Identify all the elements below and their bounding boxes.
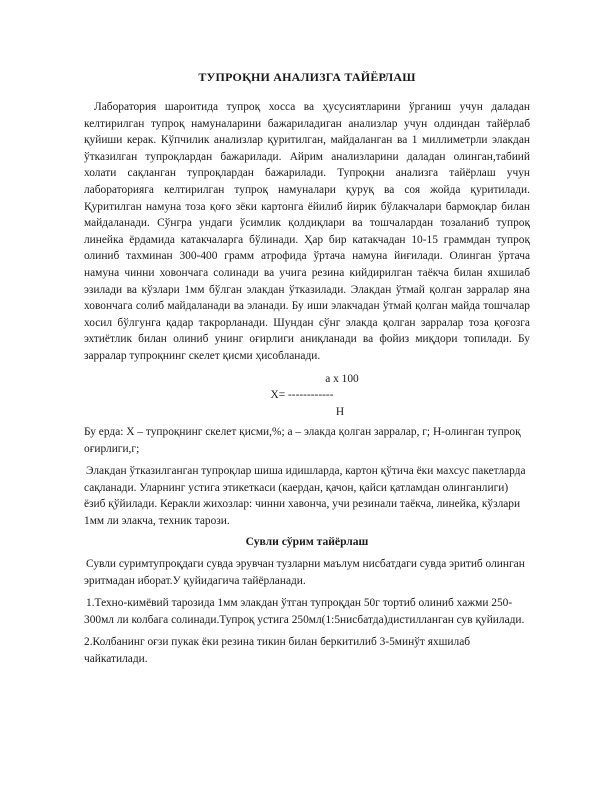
formula-legend: Бу ерда: X – тупроқнинг скелет қисми,%; a – элакда қолган зарралар, г; Н-олинган тупроқ оғирлиги,г;	[84, 426, 521, 455]
formula-numerator: a x 100	[325, 372, 359, 385]
step-1-paragraph: 1.Техно-кимёвий тарозида 1мм элакдан ўтган тупроқдан 50г тортиб олиниб хажми 250-300мл ли колбага солинади.Тупроқ устига 250мл(1:5нисбатда)дистилланган сув қуйилади.	[84, 597, 525, 626]
step-2-paragraph: 2.Колбанинг оғзи пукак ёки резина тикин билан беркитилиб 3-5минўт яхшилаб чайкатилади.	[84, 636, 471, 665]
document-body	[84, 70, 530, 673]
intro-paragraph: Лаборатория шароитида тупроқ хосса ва ҳусусиятларини ўрганиш учун даладан келтирилган тупроқ намуналарини бажариладиган анализлар учун олдиндан тайёрлаб қуйиши керак. Кўпчилик анализлар қуритилган, майдаланган ва 1 миллиметрли элакдан ўтказилган тупроқлардан бажарилади. Айрим анализларини даладан олинган,табиий холати сақланган тупроқлардан бажарилади. Тупроқни анализга тайёрлаш учун лабораторияга келтирилган тупроқ намуналари қуруқ ва соя жойда қуритилади. Қуритилган намуна тоза қоғо зёки картонга ёйилиб йирик бўлакчалари бармоқлар билан майдаланади. Сўнгра ундаги ўсимлик қолдиқлари ва тошчалардан тозаланиб тупроқ линейка ёрдамида катакчаларга бўлинади. Ҳар бир катакчадан 10-15 граммдан тупроқ олиниб тахминан 300-400 грамм атрофида ўртача намуна йиғилади. Олинган ўртача намуна чинни ховончага солинади ва учига резина кийдирилган таёкча билан яхшилаб эзилади ва кўзлари 1мм бўлган элакдан ўтказилади. Элакдан ўтмай қолган зарралар яна ховончага солиб майдаланади ва эланади. Бу иши элакчадан ўтмай қолган майда тошчалар хосил бўлгунга қадар такрорланади. Шундан сўнг элакда қолган зарралар тоза қоғозга эхтиётлик билан олиниб унинг оғирлиги аниқланади ва фойиз миқдори топилади. Бу зарралар тупроқнинг скелет қисми ҳисобланади.	[84, 101, 530, 362]
section-subtitle: Сувли сўрим тайёрлаш	[245, 535, 369, 548]
formula-denominator: Н	[335, 405, 345, 418]
storage-paragraph: Элакдан ўтказилганган тупроқлар шиша идишларда, картон қўтича ёки махсус пакетларда сақланади. Уларнинг устига этикеткаси (каердан, қачон, қайси қатламдан олинганлиги) ёзиб қўйилади. Керакли жихозлар: чинни хавонча, учи резинали таёкча, линейка, кўзлари 1мм ли элакча, техник тарози.	[84, 465, 526, 527]
extract-intro-paragraph: Сувли суримтупроқдаги сувда эрувчан тузларни маълум нисбатдаги сувда эритиб олинган эритмадан иборат.У қуйидагича тайёрланади.	[84, 558, 525, 587]
formula-lhs: X= ------------	[270, 389, 334, 401]
skeleton-formula	[84, 371, 530, 421]
document-title: ТУПРОҚНИ АНАЛИЗГА ТАЙЁРЛАШ	[198, 70, 416, 84]
